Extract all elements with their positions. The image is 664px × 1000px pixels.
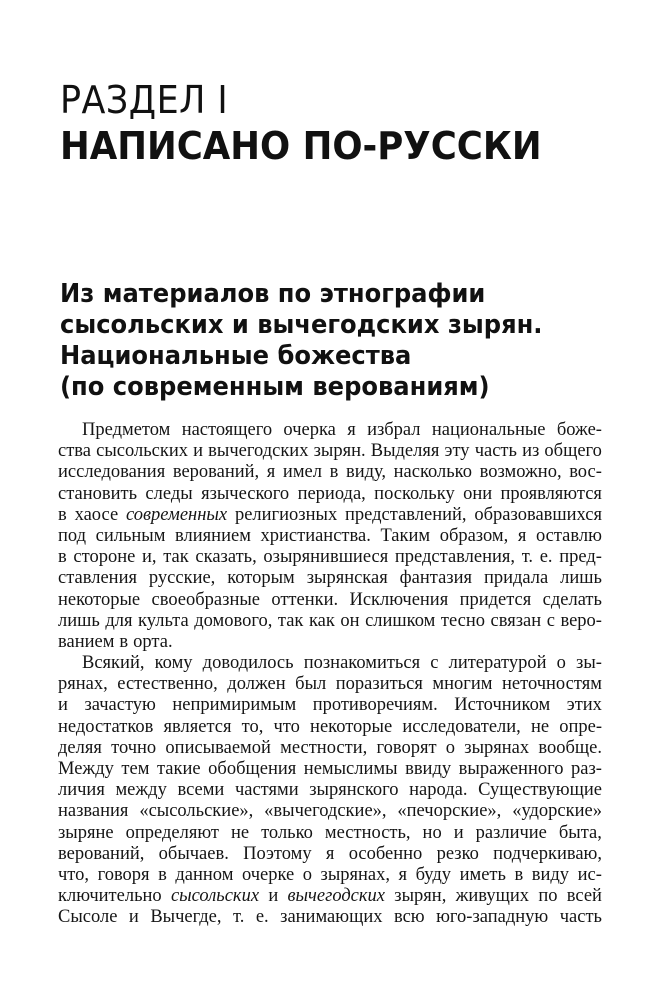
word: становить <box>58 483 138 504</box>
word: т. <box>521 547 534 568</box>
word: Сысоле <box>58 907 118 928</box>
word: эту <box>444 441 470 462</box>
chapter-title <box>60 279 620 403</box>
text-line <box>58 420 602 441</box>
word: немыслимы <box>303 759 398 779</box>
chapter-title-line: (по современным верованиям) <box>60 372 490 402</box>
word: некоторые <box>58 589 141 610</box>
word: зачастую <box>84 695 156 716</box>
word: раз- <box>571 759 602 779</box>
word: стороне <box>73 547 136 568</box>
paragraph <box>58 653 602 928</box>
word: говоря <box>97 864 150 885</box>
word: насколько <box>393 462 472 483</box>
word: озырянившиеся <box>263 547 389 568</box>
word: домового, <box>194 610 273 631</box>
word: общего <box>544 441 602 462</box>
text-line <box>58 547 602 568</box>
word: сказать, <box>195 547 257 568</box>
word: я <box>517 525 527 546</box>
word: слишком <box>365 610 436 631</box>
word: иметь <box>459 864 506 885</box>
word: т. <box>233 907 245 928</box>
word: языческого <box>201 483 290 504</box>
word: «сысольские», <box>139 801 254 822</box>
word: и <box>453 822 464 843</box>
word: лишь <box>560 568 602 589</box>
word: они <box>463 483 493 504</box>
word: так <box>277 610 304 631</box>
word: недостатков <box>58 716 154 737</box>
word: ванием <box>58 631 115 652</box>
word: орта. <box>133 631 173 652</box>
word: под <box>58 525 87 546</box>
word: представлений, <box>345 504 467 525</box>
word: познакомиться <box>303 653 421 674</box>
word: я <box>266 462 276 483</box>
word: сысольских <box>96 441 189 462</box>
text-line <box>58 717 602 738</box>
word: является <box>163 716 232 737</box>
text-line <box>58 695 602 716</box>
word: придала <box>483 568 549 589</box>
word: о <box>556 653 566 674</box>
word: занимающих <box>280 907 383 928</box>
word: имел <box>282 462 322 483</box>
word: я <box>325 843 335 864</box>
word: национальные <box>431 420 546 440</box>
word: сильным <box>95 525 166 546</box>
word: Выделяя <box>370 441 440 462</box>
word: настоящего <box>181 420 273 440</box>
word: в <box>514 864 524 885</box>
word: оставлю <box>535 525 602 546</box>
word: всей <box>566 886 602 907</box>
word: религиозных <box>234 504 338 525</box>
word: е. <box>255 907 269 928</box>
word: между <box>115 780 167 801</box>
word: но <box>422 822 442 843</box>
word: только <box>261 822 313 843</box>
word: зырянская <box>306 568 388 589</box>
word: часть <box>474 441 517 462</box>
word: исследования <box>58 462 166 483</box>
text-line <box>58 611 602 632</box>
word: тесно <box>440 610 485 631</box>
word: боже- <box>556 420 602 440</box>
word: Предметом <box>82 420 171 440</box>
word: и <box>58 695 68 716</box>
word: что, <box>58 864 90 885</box>
word: некоторые <box>310 716 393 737</box>
word: исследователи, <box>402 716 521 737</box>
word: избрал <box>367 420 421 440</box>
word: кому <box>154 653 193 674</box>
word: названия <box>58 801 129 822</box>
word: Всякий, <box>82 653 145 674</box>
text-line <box>58 653 602 674</box>
text-line <box>58 801 602 822</box>
word: в <box>158 864 167 885</box>
word: виду, <box>345 462 387 483</box>
body-text <box>58 420 602 929</box>
word: «удорские» <box>512 801 602 822</box>
word: «вычегодские», <box>264 801 387 822</box>
word: что <box>273 716 300 737</box>
word: такие <box>156 759 201 779</box>
word: зырянах, <box>320 864 391 885</box>
text-line <box>58 823 602 844</box>
word: быта, <box>558 822 602 843</box>
word: представления, <box>394 547 516 568</box>
word: для <box>105 610 133 631</box>
word: в <box>58 504 67 525</box>
word: придется <box>459 589 532 610</box>
word: Между <box>58 759 114 779</box>
word: определяют <box>125 822 219 843</box>
word: вычегодских <box>208 441 309 462</box>
word: с <box>546 610 555 631</box>
word: следы <box>145 483 193 504</box>
text-line <box>58 484 602 505</box>
word: возможно, <box>479 462 562 483</box>
word: литературой <box>448 653 547 674</box>
word: неточностям <box>502 674 602 695</box>
word: противоречиям. <box>312 695 438 716</box>
word: доводилось <box>202 653 294 674</box>
word: о <box>302 864 312 885</box>
word: всю <box>393 907 425 928</box>
word: юго-западную <box>436 907 549 928</box>
word: «печорские», <box>397 801 502 822</box>
word: оттенки. <box>271 589 339 610</box>
word: зырян, <box>394 886 447 907</box>
word: не <box>230 822 250 843</box>
word: очерка <box>283 420 336 440</box>
word: местность, <box>324 822 411 843</box>
word: виду <box>531 864 570 885</box>
text-line <box>58 886 602 907</box>
word: христианства. <box>260 525 371 546</box>
word: выраженного <box>458 759 564 779</box>
paragraph <box>58 420 602 653</box>
word: поскольку <box>374 483 455 504</box>
text-line <box>58 865 602 886</box>
word: опре- <box>559 716 602 737</box>
word: рянах, <box>58 674 108 695</box>
word: должен <box>227 674 286 695</box>
word: современных <box>125 504 228 525</box>
word: своеобразные <box>151 589 260 610</box>
word: деляя <box>58 737 102 758</box>
text-line <box>58 526 602 547</box>
word: непримиримым <box>172 695 297 716</box>
word: часть <box>559 907 602 928</box>
word: е. <box>539 547 553 568</box>
word: и <box>193 441 204 462</box>
word: вычегодских <box>287 886 386 907</box>
word: верований, <box>172 462 260 483</box>
word: культа <box>138 610 189 631</box>
word: Вычегде, <box>150 907 222 928</box>
word: веро- <box>560 610 602 631</box>
word: и <box>268 886 279 907</box>
word: периода, <box>297 483 366 504</box>
word: и, <box>142 547 157 568</box>
text-line <box>58 780 602 801</box>
word: и <box>128 907 139 928</box>
word: многим <box>432 674 493 695</box>
word: образом, <box>439 525 509 546</box>
word: ства <box>58 441 91 462</box>
word: очерке <box>241 864 295 885</box>
text-line <box>58 462 602 483</box>
word: живущих <box>455 886 530 907</box>
text-line <box>58 759 602 780</box>
word: сделать <box>542 589 602 610</box>
word: точно <box>111 737 157 758</box>
word: зырянского <box>309 780 399 801</box>
chapter-title-line: Национальные божества <box>60 341 412 371</box>
word: естественно, <box>117 674 218 695</box>
word: Исключения <box>349 589 449 610</box>
text-line <box>58 674 602 695</box>
word: личия <box>58 780 105 801</box>
word: по <box>538 886 558 907</box>
word: данном <box>175 864 234 885</box>
word: зы- <box>576 653 602 674</box>
word: буду <box>415 864 452 885</box>
word: я <box>398 864 408 885</box>
word: ставления <box>58 568 137 589</box>
word: которым <box>227 568 295 589</box>
word: ключительно <box>58 886 162 907</box>
word: Таким <box>380 525 431 546</box>
chapter-title-line: Из материалов по этнографии <box>60 279 486 309</box>
word: в <box>58 547 67 568</box>
word: о <box>445 737 456 758</box>
word: фантазия <box>399 568 473 589</box>
word: не <box>530 716 550 737</box>
word: из <box>522 441 540 462</box>
text-line <box>58 505 602 526</box>
word: с <box>430 653 439 674</box>
word: так <box>163 547 189 568</box>
text-line <box>58 568 602 589</box>
chapter-title-line: сысольских и вычегодских зырян. <box>60 310 543 340</box>
word: зырянах <box>464 737 530 758</box>
word: в <box>119 631 129 652</box>
word: хаосе <box>74 504 119 525</box>
text-line <box>58 632 602 653</box>
word: влиянием <box>175 525 251 546</box>
word: вообще. <box>538 737 602 758</box>
word: ввиду <box>405 759 452 779</box>
text-line <box>58 844 602 865</box>
word: тем <box>121 759 150 779</box>
word: этих <box>566 695 602 716</box>
word: описываемой <box>165 737 271 758</box>
word: в <box>329 462 339 483</box>
word: связан <box>490 610 542 631</box>
word: верований, <box>58 843 145 864</box>
word: подчеркиваю, <box>493 843 602 864</box>
section-label: РАЗДЕЛ I <box>60 78 229 122</box>
word: обобщения <box>208 759 297 779</box>
word: лишь <box>58 610 100 631</box>
text-line <box>58 738 602 759</box>
word: был <box>295 674 327 695</box>
word: Существующие <box>478 780 602 801</box>
word: вос- <box>569 462 602 483</box>
word: поразиться <box>335 674 423 695</box>
word: зыряне <box>58 822 114 843</box>
word: Источником <box>454 695 551 716</box>
word: зырян. <box>313 441 366 462</box>
word: пред- <box>559 547 602 568</box>
word: говорят <box>376 737 437 758</box>
word: сысольских <box>170 886 260 907</box>
word: образовавшихся <box>474 504 602 525</box>
word: народа. <box>409 780 468 801</box>
word: проявляются <box>500 483 602 504</box>
word: как <box>308 610 335 631</box>
word: местности, <box>280 737 368 758</box>
word: то, <box>241 716 264 737</box>
text-line <box>58 441 602 462</box>
word: особенно <box>348 843 423 864</box>
text-line <box>58 907 602 928</box>
word: частями <box>234 780 299 801</box>
word: обычаев. <box>158 843 229 864</box>
word: он <box>340 610 360 631</box>
word: русские, <box>148 568 216 589</box>
word: резко <box>436 843 479 864</box>
word: различие <box>475 822 547 843</box>
word: Поэтому <box>243 843 312 864</box>
section-title: НАПИСАНО ПО-РУССКИ <box>60 124 542 168</box>
text-line <box>58 590 602 611</box>
word: я <box>347 420 356 440</box>
word: всеми <box>177 780 225 801</box>
word: ис- <box>577 864 602 885</box>
